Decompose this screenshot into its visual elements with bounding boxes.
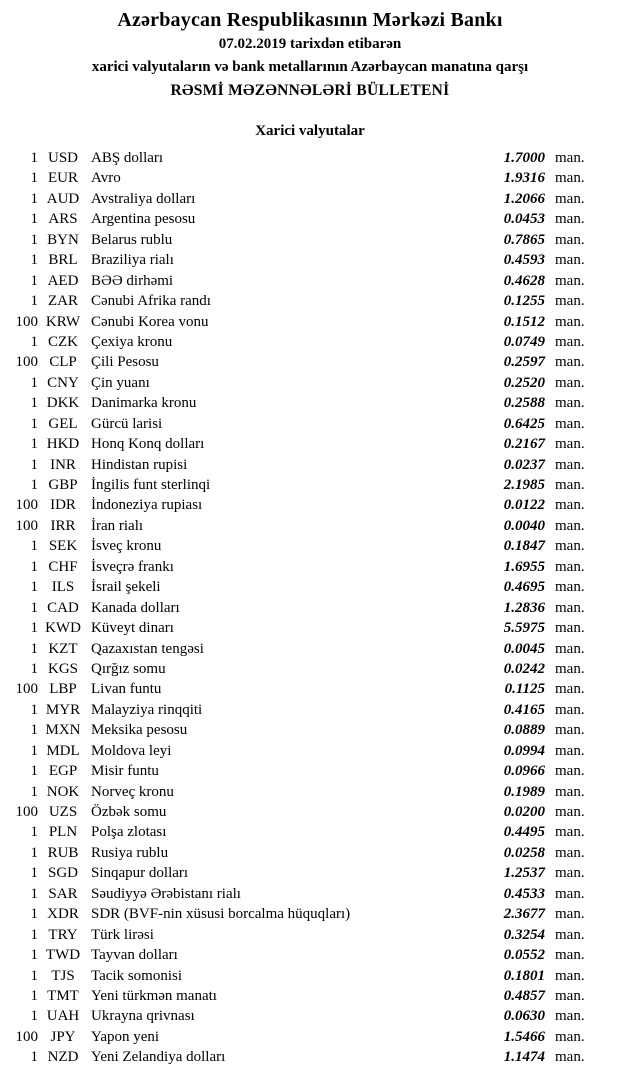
currency-name: Malayziya rinqqiti: [91, 701, 203, 718]
rate-value: 0.4857: [503, 987, 545, 1004]
rate-unit: man.: [555, 436, 585, 453]
rate-row: [0, 271, 620, 291]
quantity: 1: [30, 865, 38, 882]
quantity: 1: [30, 170, 38, 187]
rate-row: [0, 659, 620, 679]
rate-value: 0.4628: [503, 272, 545, 289]
currency-code: DKK: [46, 395, 80, 412]
currency-code: SEK: [48, 538, 78, 555]
rate-value: 0.0630: [503, 1008, 545, 1025]
currency-code: NOK: [46, 783, 80, 800]
quantity: 1: [30, 701, 38, 718]
quantity: 100: [15, 804, 38, 820]
quantity: 1: [30, 456, 38, 473]
currency-name: Honq Konq dolları: [91, 436, 205, 453]
quantity: 1: [30, 599, 38, 616]
rate-unit: man.: [555, 313, 585, 330]
rate-value: 0.0749: [503, 333, 545, 350]
rate-value: 1.7000: [503, 150, 545, 166]
rate-row: [0, 393, 620, 413]
currency-name: İngilis funt sterlinqi: [91, 477, 211, 493]
currency-code: AUD: [46, 190, 80, 207]
currency-code: CLP: [49, 354, 77, 371]
rate-value: 2.3677: [503, 906, 545, 923]
rate-value: 0.4695: [503, 579, 545, 596]
rate-row: [0, 148, 620, 168]
rate-value: 0.4533: [503, 885, 545, 902]
currency-code: KZT: [48, 640, 78, 657]
rate-row: [0, 230, 620, 250]
rate-unit: man.: [555, 497, 585, 514]
rate-value: 0.0994: [503, 742, 545, 759]
currency-code: ILS: [51, 579, 75, 596]
rate-unit: man.: [555, 804, 585, 820]
quantity: 1: [30, 722, 38, 739]
currency-name: Küveyt dinarı: [91, 620, 174, 637]
currency-name: Yeni Zelandiya dolları: [91, 1049, 226, 1066]
quantity: 1: [30, 742, 38, 759]
rate-row: [0, 863, 620, 883]
rate-value: 0.4495: [503, 824, 545, 841]
currency-code: MDL: [46, 742, 80, 759]
currency-name: İran rialı: [91, 517, 144, 534]
currency-code: PLN: [48, 824, 78, 841]
quantity: 1: [30, 620, 38, 637]
bulletin-subtitle: xarici valyutaların və bank metallarının Azərbaycan manatına qarşı: [91, 59, 529, 75]
currency-name: İsveçrə frankı: [91, 558, 174, 575]
currency-code: AED: [47, 272, 79, 289]
quantity: 1: [30, 436, 38, 453]
rate-unit: man.: [555, 763, 585, 780]
rate-unit: man.: [555, 1028, 585, 1045]
rate-unit: man.: [555, 947, 585, 964]
currency-code: TWD: [45, 947, 81, 964]
currency-name: Qırğız somu: [91, 660, 166, 677]
currency-name: BƏƏ dirhəmi: [91, 272, 174, 289]
currency-name: Danimarka kronu: [91, 395, 197, 412]
rate-unit: man.: [555, 231, 585, 248]
rate-row: [0, 352, 620, 372]
rate-row: [0, 843, 620, 863]
rate-value: 0.0040: [503, 517, 545, 534]
quantity: 1: [30, 967, 38, 984]
bank-title: Azərbaycan Respublikasının Mərkəzi Bankı: [117, 9, 503, 31]
rate-unit: man.: [555, 538, 585, 555]
quantity: 1: [30, 906, 38, 923]
rate-row: [0, 577, 620, 597]
rate-row: [0, 598, 620, 618]
section-title-foreign-currencies: Xarici valyutalar: [255, 123, 365, 139]
rate-value: 1.2537: [503, 865, 545, 882]
currency-name: Livan funtu: [91, 681, 162, 698]
currency-name: Tacik somonisi: [91, 967, 183, 984]
rate-row: [0, 189, 620, 209]
currency-name: Qazaxıstan tengəsi: [91, 640, 204, 657]
currency-code: BRL: [48, 252, 78, 269]
rate-row: [0, 291, 620, 311]
currency-code: BYN: [47, 231, 79, 248]
rate-value: 0.2167: [503, 436, 545, 453]
currency-name: Hindistan rupisi: [91, 456, 188, 473]
rate-row: [0, 618, 620, 638]
quantity: 1: [30, 538, 38, 555]
rate-unit: man.: [555, 1049, 585, 1066]
currency-code: KRW: [45, 313, 81, 330]
rate-row: [0, 312, 620, 332]
rate-row: [0, 168, 620, 188]
currency-code: GEL: [48, 415, 78, 432]
rate-value: 1.6955: [503, 558, 545, 575]
currency-code: KGS: [47, 660, 78, 677]
quantity: 1: [30, 211, 38, 228]
rates-table: [0, 148, 620, 1068]
currency-code: TRY: [48, 926, 78, 943]
rate-row: [0, 332, 620, 352]
rate-row: [0, 557, 620, 577]
rate-unit: man.: [555, 681, 585, 698]
currency-name: Sinqapur dolları: [91, 865, 189, 882]
rate-unit: man.: [555, 374, 585, 391]
rate-row: [0, 495, 620, 515]
rate-unit: man.: [555, 517, 585, 534]
rate-value: 0.1801: [503, 967, 545, 984]
currency-name: Gürcü larisi: [91, 415, 163, 432]
rate-row: [0, 455, 620, 475]
rate-row: [0, 414, 620, 434]
rate-unit: man.: [555, 926, 585, 943]
rate-unit: man.: [555, 211, 585, 228]
quantity: 1: [30, 579, 38, 596]
quantity: 100: [15, 497, 38, 514]
currency-name: İsveç kronu: [91, 538, 162, 555]
rate-value: 0.1989: [503, 783, 545, 800]
currency-code: TJS: [51, 967, 75, 984]
quantity: 1: [30, 947, 38, 964]
currency-name: Türk lirəsi: [91, 926, 154, 943]
currency-name: Yeni türkmən manatı: [91, 987, 217, 1004]
rate-value: 0.0122: [503, 497, 545, 514]
currency-name: İsrail şekeli: [91, 579, 161, 596]
rate-row: [0, 925, 620, 945]
quantity: 1: [30, 1008, 38, 1025]
rate-row: [0, 1027, 620, 1047]
currency-code: LBP: [49, 681, 77, 698]
currency-name: Yapon yeni: [91, 1028, 160, 1045]
quantity: 1: [30, 395, 38, 412]
currency-code: RUB: [47, 844, 79, 861]
rate-value: 0.6425: [503, 415, 545, 432]
currency-name: Səudiyyə Ərəbistanı rialı: [91, 885, 241, 902]
quantity: 100: [15, 681, 38, 698]
currency-code: HKD: [46, 436, 80, 453]
rate-value: 0.4593: [503, 252, 545, 269]
quantity: 1: [30, 763, 38, 780]
rate-unit: man.: [555, 395, 585, 412]
currency-name: Cənubi Afrika randı: [91, 293, 211, 310]
rate-value: 0.0453: [503, 211, 545, 228]
currency-code: SAR: [48, 885, 78, 902]
rate-value: 1.1474: [503, 1049, 545, 1066]
quantity: 1: [30, 272, 38, 289]
currency-code: GBP: [48, 477, 78, 493]
currency-code: KWD: [45, 620, 81, 637]
rate-row: [0, 700, 620, 720]
currency-name: Misir funtu: [91, 763, 159, 780]
rate-value: 0.1512: [503, 313, 545, 330]
rate-unit: man.: [555, 885, 585, 902]
currency-code: EUR: [48, 170, 78, 187]
currency-name: Özbək somu: [91, 804, 167, 820]
quantity: 1: [30, 844, 38, 861]
rate-value: 0.2520: [503, 374, 545, 391]
rate-unit: man.: [555, 456, 585, 473]
rate-unit: man.: [555, 967, 585, 984]
currency-name: SDR (BVF-nin xüsusi borcalma hüquqları): [91, 906, 351, 923]
rate-unit: man.: [555, 190, 585, 207]
rate-row: [0, 1047, 620, 1067]
currency-code: JPY: [50, 1028, 76, 1045]
currency-code: IDR: [50, 497, 76, 514]
rate-row: [0, 536, 620, 556]
quantity: 1: [30, 987, 38, 1004]
rate-unit: man.: [555, 844, 585, 861]
rate-row: [0, 434, 620, 454]
effective-date-line: 07.02.2019 tarixdən etibarən: [218, 36, 402, 52]
rate-row: [0, 720, 620, 740]
currency-name: İndoneziya rupiası: [91, 497, 203, 514]
currency-code: MXN: [45, 722, 81, 739]
quantity: 100: [15, 313, 38, 330]
rate-value: 0.0242: [503, 660, 545, 677]
rate-value: 1.9316: [503, 170, 545, 187]
rate-unit: man.: [555, 170, 585, 187]
currency-code: IRR: [50, 517, 76, 534]
rate-value: 0.0889: [503, 722, 545, 739]
rate-row: [0, 782, 620, 802]
rate-unit: man.: [555, 150, 585, 166]
currency-name: Cənubi Korea vonu: [91, 313, 209, 330]
rate-unit: man.: [555, 660, 585, 677]
quantity: 1: [30, 374, 38, 391]
currency-code: SGD: [47, 865, 78, 882]
currency-code: CNY: [47, 374, 79, 391]
currency-name: Çili Pesosu: [91, 354, 159, 371]
rate-value: 0.0045: [503, 640, 545, 657]
quantity: 1: [30, 333, 38, 350]
rate-unit: man.: [555, 722, 585, 739]
currency-name: Braziliya rialı: [91, 252, 174, 269]
currency-name: Norveç kronu: [91, 783, 174, 800]
quantity: 1: [30, 783, 38, 800]
rate-value: 0.0966: [503, 763, 545, 780]
rate-value: 0.1255: [503, 293, 545, 310]
rate-row: [0, 822, 620, 842]
currency-name: Ukrayna qrivnası: [91, 1008, 195, 1025]
bulletin-header: [0, 0, 620, 102]
quantity: 1: [30, 926, 38, 943]
rate-value: 0.3254: [503, 926, 545, 943]
rate-row: [0, 679, 620, 699]
quantity: 1: [30, 558, 38, 575]
rate-unit: man.: [555, 824, 585, 841]
currency-name: Kanada dolları: [91, 599, 180, 616]
rate-row: [0, 373, 620, 393]
rate-value: 0.7865: [503, 231, 545, 248]
currency-code: USD: [47, 150, 78, 166]
currency-name: Polşa zlotası: [91, 824, 167, 841]
rate-value: 2.1985: [503, 477, 545, 493]
rate-unit: man.: [555, 579, 585, 596]
rate-row: [0, 904, 620, 924]
rate-unit: man.: [555, 415, 585, 432]
quantity: 1: [30, 1049, 38, 1066]
quantity: 1: [30, 190, 38, 207]
rate-value: 0.0552: [503, 947, 545, 964]
rate-value: 1.5466: [503, 1028, 545, 1045]
currency-code: EGP: [48, 763, 78, 780]
rate-row: [0, 802, 620, 822]
rate-unit: man.: [555, 252, 585, 269]
rate-value: 0.1125: [504, 681, 545, 698]
rate-unit: man.: [555, 742, 585, 759]
quantity: 1: [30, 640, 38, 657]
quantity: 1: [30, 824, 38, 841]
rate-value: 0.0258: [503, 844, 545, 861]
rate-value: 0.2588: [503, 395, 545, 412]
currency-code: UZS: [48, 804, 78, 820]
rate-unit: man.: [555, 865, 585, 882]
currency-code: MYR: [45, 701, 81, 718]
rate-row: [0, 516, 620, 536]
currency-name: ABŞ dolları: [91, 150, 164, 166]
rate-value: 0.2597: [503, 354, 545, 371]
quantity: 1: [30, 415, 38, 432]
rate-unit: man.: [555, 783, 585, 800]
currency-name: Argentina pesosu: [91, 211, 196, 228]
rate-unit: man.: [555, 620, 585, 637]
quantity: 1: [30, 231, 38, 248]
currency-name: Rusiya rublu: [91, 844, 169, 861]
quantity: 100: [15, 354, 38, 371]
rate-value: 0.0237: [503, 456, 545, 473]
rate-unit: man.: [555, 701, 585, 718]
rate-value: 0.0200: [503, 804, 545, 820]
quantity: 100: [15, 1028, 38, 1045]
currency-code: CZK: [48, 333, 78, 350]
rate-row: [0, 1006, 620, 1026]
rate-row: [0, 741, 620, 761]
rate-unit: man.: [555, 354, 585, 371]
currency-name: Belarus rublu: [91, 231, 173, 248]
rate-value: 0.1847: [503, 538, 545, 555]
rate-value: 5.5975: [503, 620, 545, 637]
quantity: 1: [30, 252, 38, 269]
rate-unit: man.: [555, 1008, 585, 1025]
currency-name: Avro: [91, 170, 121, 187]
rate-row: [0, 986, 620, 1006]
quantity: 100: [15, 517, 38, 534]
currency-code: NZD: [47, 1049, 79, 1066]
rate-unit: man.: [555, 293, 585, 310]
rate-row: [0, 250, 620, 270]
quantity: 1: [30, 150, 38, 166]
rate-row: [0, 966, 620, 986]
rate-row: [0, 761, 620, 781]
currency-code: TMT: [47, 987, 79, 1004]
quantity: 1: [30, 885, 38, 902]
currency-code: CHF: [48, 558, 78, 575]
currency-code: INR: [50, 456, 76, 473]
rate-value: 1.2836: [503, 599, 545, 616]
currency-code: ZAR: [48, 293, 78, 310]
bulletin-title: RƏSMİ MƏZƏNNƏLƏRİ BÜLLETENİ: [170, 82, 450, 99]
rate-unit: man.: [555, 333, 585, 350]
quantity: 1: [30, 477, 38, 493]
currency-code: UAH: [46, 1008, 80, 1025]
rate-unit: man.: [555, 558, 585, 575]
currency-code: CAD: [47, 599, 79, 616]
rate-unit: man.: [555, 987, 585, 1004]
currency-code: XDR: [47, 906, 79, 923]
rate-row: [0, 475, 620, 495]
rate-unit: man.: [555, 906, 585, 923]
rate-row: [0, 945, 620, 965]
rate-unit: man.: [555, 477, 585, 493]
quantity: 1: [30, 660, 38, 677]
rate-unit: man.: [555, 272, 585, 289]
currency-name: Avstraliya dolları: [91, 190, 196, 207]
currency-name: Çin yuanı: [91, 374, 150, 391]
currency-name: Moldova leyi: [91, 742, 172, 759]
rate-row: [0, 209, 620, 229]
rate-row: [0, 639, 620, 659]
rate-row: [0, 884, 620, 904]
currency-code: ARS: [48, 211, 78, 228]
rate-unit: man.: [555, 599, 585, 616]
currency-name: Tayvan dolları: [91, 947, 178, 964]
quantity: 1: [30, 293, 38, 310]
rate-value: 0.4165: [503, 701, 545, 718]
rate-value: 1.2066: [503, 190, 545, 207]
currency-name: Çexiya kronu: [91, 333, 173, 350]
currency-name: Meksika pesosu: [91, 722, 188, 739]
rate-unit: man.: [555, 640, 585, 657]
